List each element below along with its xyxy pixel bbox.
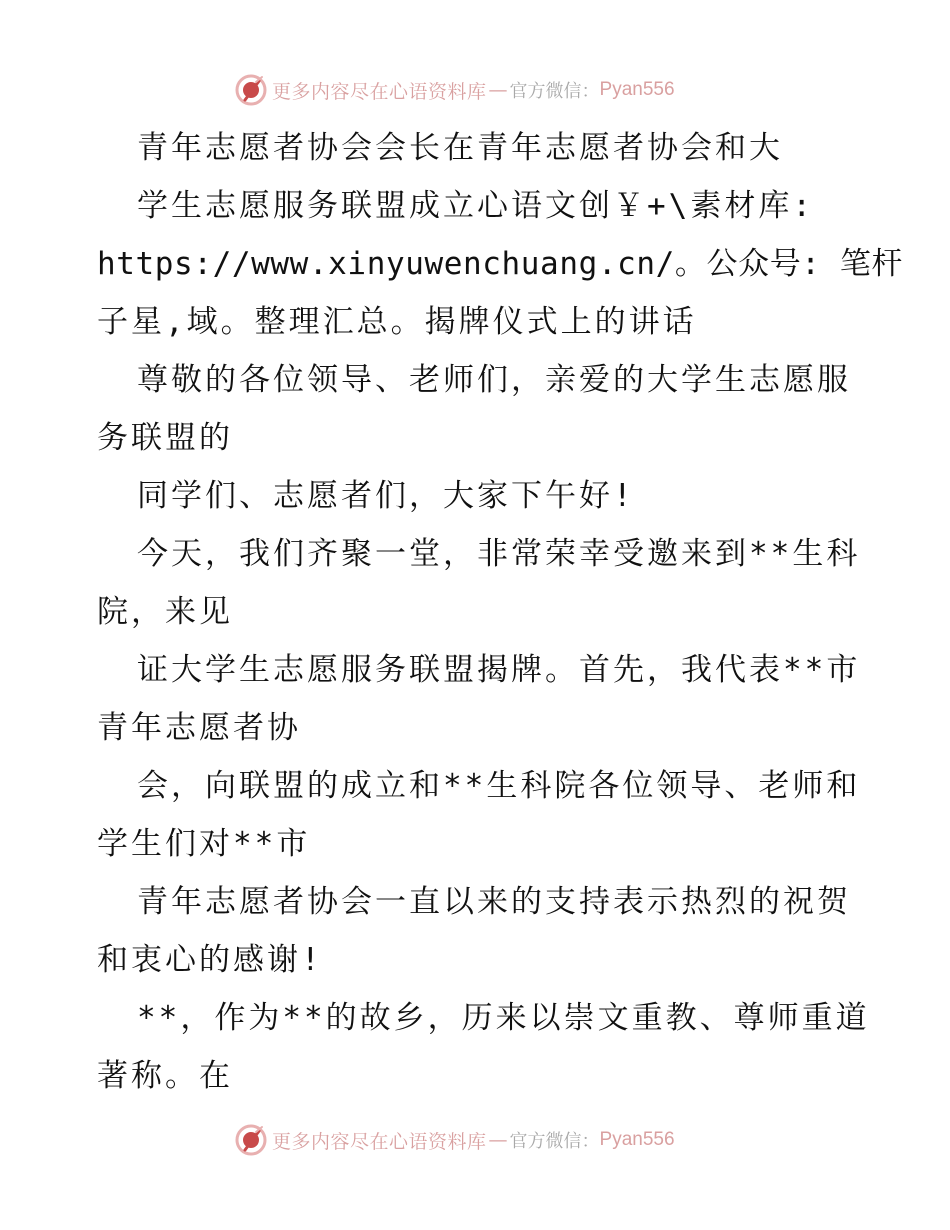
footer-watermark bbox=[234, 1120, 734, 1160]
text-line: 证大学生志愿服务联盟揭牌。首先，我代表**市 bbox=[137, 652, 861, 688]
text-line: 青年志愿者协 bbox=[97, 710, 301, 746]
text-line: 子星,域。整理汇总。揭牌仪式上的讲话 bbox=[97, 304, 697, 340]
logo-icon bbox=[234, 73, 268, 107]
text-line: 学生们对**市 bbox=[97, 826, 311, 862]
text-line: 务联盟的 bbox=[97, 420, 233, 456]
text-line: 著称。在 bbox=[97, 1058, 233, 1094]
watermark-brand: 更多内容尽在心语资料库 bbox=[272, 80, 487, 103]
text-line: 学生志愿服务联盟成立心语文创￥+\素材库: bbox=[137, 188, 814, 224]
watermark-wechat-id: Pyan556 bbox=[599, 79, 675, 100]
logo-icon bbox=[234, 1123, 268, 1157]
watermark-dash: — bbox=[488, 1129, 508, 1151]
watermark-dash: — bbox=[488, 79, 508, 101]
header-watermark bbox=[234, 70, 734, 110]
text-line: 会，向联盟的成立和**生科院各位领导、老师和 bbox=[137, 768, 861, 804]
text-line: 和衷心的感谢! bbox=[97, 942, 323, 978]
watermark-wechat-label: 官方微信： bbox=[509, 81, 600, 102]
text-line: https://www.xinyuwenchuang.cn/。公众号: 笔杆 bbox=[97, 246, 904, 282]
text-line: 院，来见 bbox=[97, 594, 233, 630]
text-line: 青年志愿者协会一直以来的支持表示热烈的祝贺 bbox=[137, 884, 851, 920]
text-line: 今天，我们齐聚一堂，非常荣幸受邀来到**生科 bbox=[137, 536, 861, 572]
watermark-wechat-id: Pyan556 bbox=[599, 1129, 675, 1150]
text-line: **，作为**的故乡，历来以崇文重教、尊师重道 bbox=[137, 1000, 870, 1036]
text-line: 尊敬的各位领导、老师们，亲爱的大学生志愿服 bbox=[137, 362, 851, 398]
watermark-wechat-label: 官方微信： bbox=[509, 1131, 600, 1152]
watermark-brand: 更多内容尽在心语资料库 bbox=[272, 1130, 487, 1153]
document-body bbox=[97, 119, 904, 1105]
text-line: 青年志愿者协会会长在青年志愿者协会和大 bbox=[137, 130, 783, 166]
text-line: 同学们、志愿者们，大家下午好! bbox=[137, 478, 635, 514]
